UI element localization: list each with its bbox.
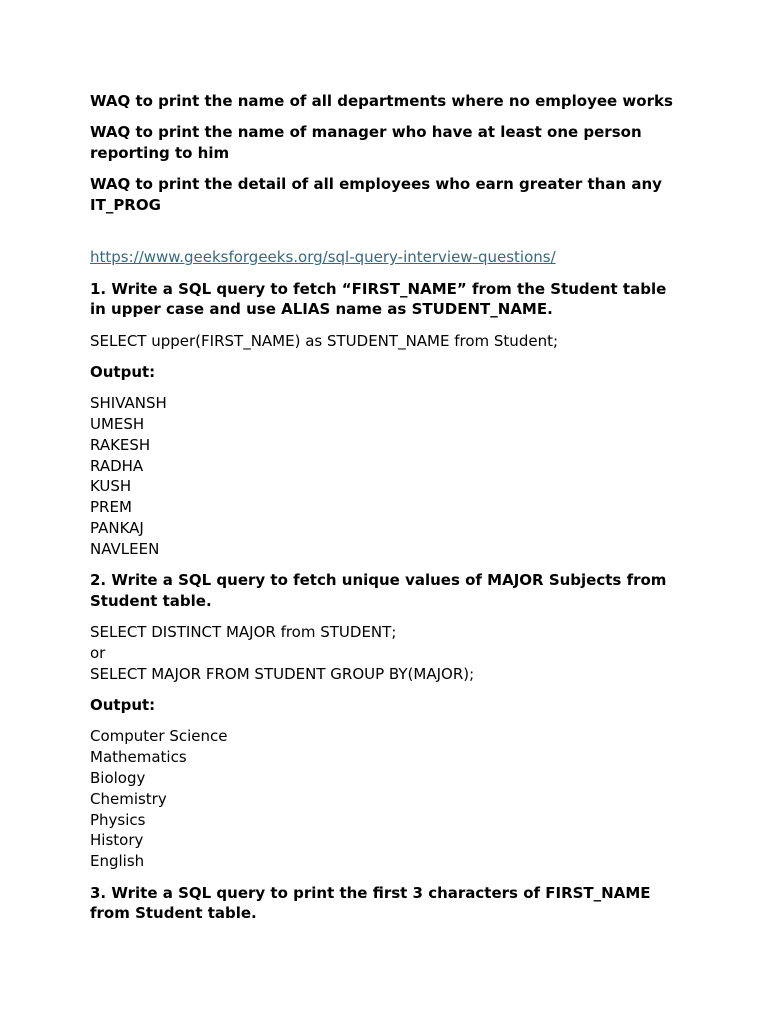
question-2-heading: 2. Write a SQL query to fetch unique values of MAJOR Subjects from Student table. [90,571,667,610]
question-3-heading: 3. Write a SQL query to print the first 3 characters of FIRST_NAME from Student table. [90,883,651,923]
geeksforgeeks-link[interactable]: https://www.geeksforgeeks.org/sql-query-interview-questions/ [90,248,556,267]
query-line: SELECT MAJOR FROM STUDENT GROUP BY(MAJOR); [90,664,475,683]
output-line: PREM [90,498,132,517]
output-line: RADHA [90,456,144,475]
output-line: Mathematics [90,748,187,767]
question-1-heading: 1. Write a SQL query to fetch “FIRST_NAME” from the Student table in upper case and use ALIAS name as STUDENT_NAME. [90,279,667,319]
question-2-output-list [90,726,678,872]
question-manager-with-reports: WAQ to print the name of manager who have at least one person reporting to him [90,123,642,163]
output-line: KUSH [90,477,132,496]
question-1-output-list [90,393,678,559]
question-2-output-label: Output: [90,696,156,715]
output-line: Chemistry [90,789,167,808]
output-line: Physics [90,810,146,829]
question-employees-greater-than-it-prog: WAQ to print the detail of all employees who earn greater than any IT_PROG [90,175,662,215]
output-line: NAVLEEN [90,539,160,558]
output-line: SHIVANSH [90,394,167,413]
output-line: English [90,852,145,871]
question-1-output-label: Output: [90,362,156,381]
output-line: History [90,831,144,850]
question-2-query [90,622,678,684]
query-line: or [90,644,106,663]
output-line: Computer Science [90,727,228,746]
output-line: PANKAJ [90,519,144,538]
question-1-query: SELECT upper(FIRST_NAME) as STUDENT_NAME from Student; [90,331,559,350]
output-line: UMESH [90,415,145,434]
reference-link-paragraph [90,226,678,268]
question-departments-no-employee: WAQ to print the name of all departments where no employee works [90,92,673,110]
output-line: Biology [90,769,146,788]
query-line: SELECT DISTINCT MAJOR from STUDENT; [90,623,397,642]
output-line: RAKESH [90,435,151,454]
